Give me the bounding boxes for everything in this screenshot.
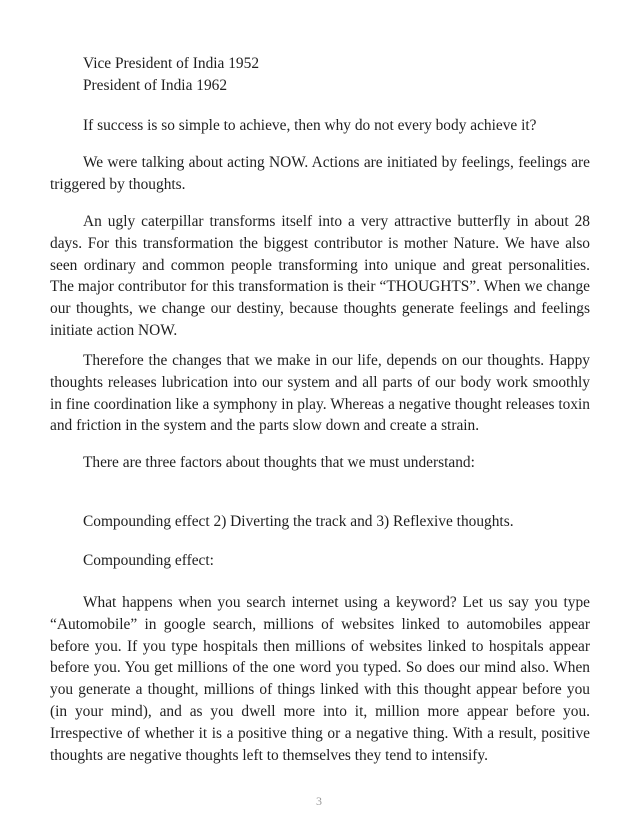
title-line-president: President of India 1962 [83, 76, 228, 94]
paragraph-caterpillar: An ugly caterpillar transforms itself into a very attractive butterfly in about 28 days. For this transformation the biggest contributor is mother Nature. We have also seen ordinary and common people transforming into unique and great personalities. The major contributor for this transformation is their “THOUGHTS”. When we change our thoughts, we change our destiny, because thoughts generate feelings and feelings initiate action NOW. [50, 213, 590, 339]
paragraph-success-question: If success is so simple to achieve, then why do not every body achieve it? [83, 117, 537, 134]
paragraph-three-factors: There are three factors about thoughts that we must understand: [83, 454, 475, 471]
paragraph-compounding-heading: Compounding effect: [83, 552, 214, 569]
paragraph-factors-list: Compounding effect 2) Diverting the track and 3) Reflexive thoughts. [83, 513, 514, 530]
page-number: 3 [316, 794, 322, 808]
paragraph-search-internet: What happens when you search internet using a keyword? Let us say you type “Automobile” in google search, millions of websites linked to automobiles appear before you. If you type hospitals then millions of websites linked to hospitals appear before you. You get millions of the one word you typed. So does our mind also. When you generate a thought, millions of things linked with this thought appear before you (in your mind), and as you dwell more into it, million more appear before you. Irrespective of whether it is a positive thing or a negative thing. With a result, positive thoughts are negative thoughts left to themselves they tend to intensify. [50, 594, 590, 764]
paragraph-acting-now: We were talking about acting NOW. Actions are initiated by feelings, feelings are triggered by thoughts. [50, 154, 590, 193]
title-block [50, 53, 590, 97]
paragraph-changes: Therefore the changes that we make in our life, depends on our thoughts. Happy thoughts releases lubrication into our system and all parts of our body work smoothly in fine coordination like a symphony in play. Whereas a negative thought releases toxin and friction in the system and the parts slow down and create a strain. [50, 352, 590, 435]
title-line-vice-president: Vice President of India 1952 [83, 55, 260, 72]
